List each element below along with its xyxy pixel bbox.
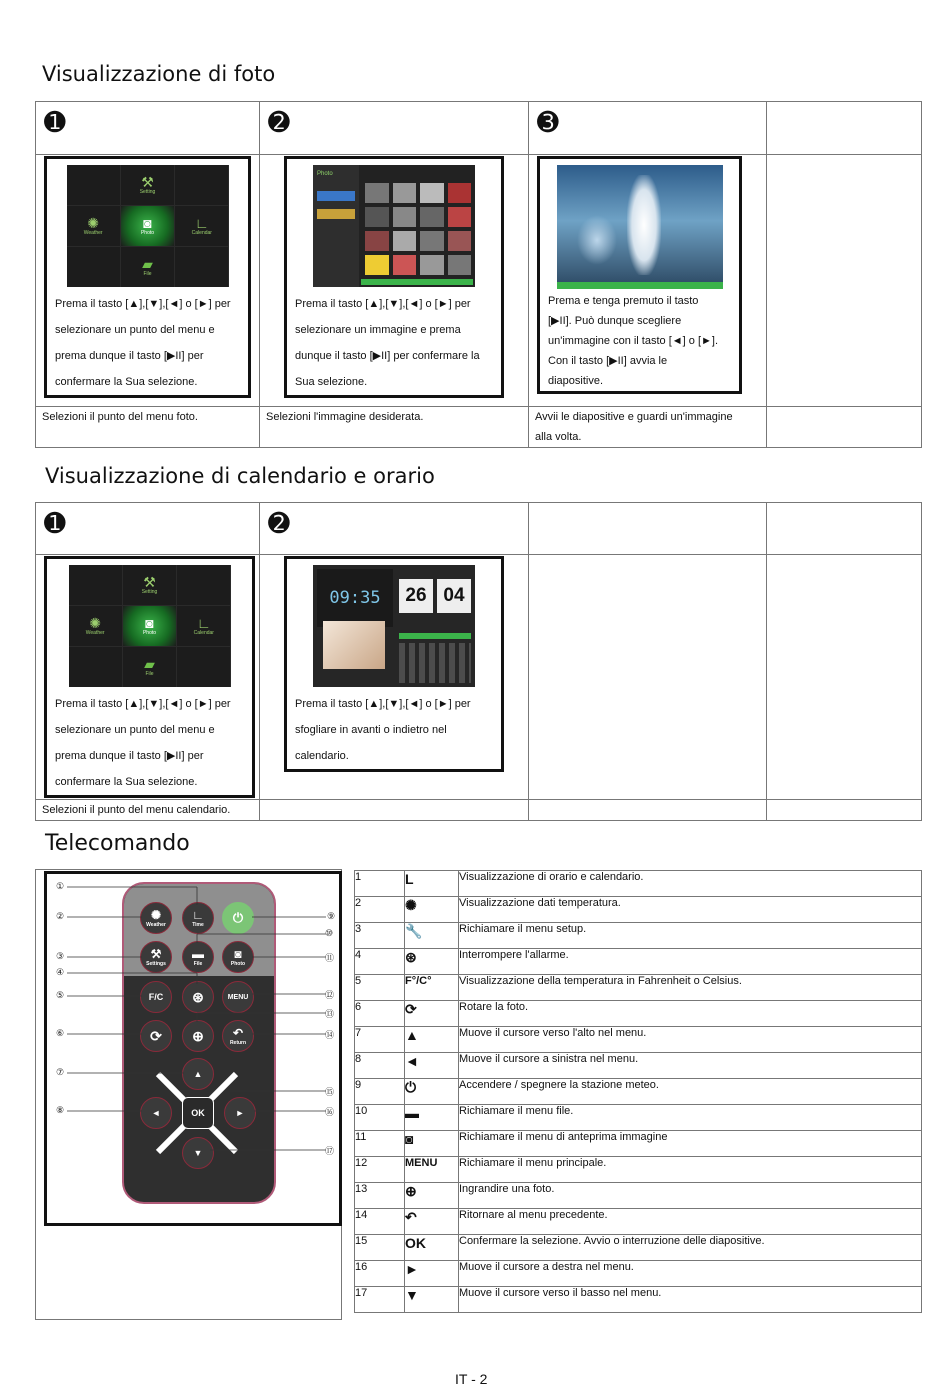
step-caption: Selezioni il punto del menu calendario. (42, 804, 231, 816)
callout-1: ① (56, 881, 65, 891)
instruction-line: prema dunque il tasto [▶II] per (55, 750, 204, 762)
legend-symbol-icon: F°/C° (405, 975, 459, 1001)
callout-16: ⑯ (325, 1107, 335, 1117)
legend-description: Rotare la foto. (459, 1001, 922, 1027)
callout-10: ⑩ (325, 928, 334, 938)
callout-11: ⑪ (325, 953, 335, 963)
clock-icon: ∟ (196, 615, 211, 631)
callout-9: ⑨ (327, 911, 336, 921)
legend-description: Accendere / spegnere la stazione meteo. (459, 1079, 922, 1105)
legend-row (355, 1079, 922, 1105)
legend-description: Richiamare il menu file. (459, 1105, 922, 1131)
legend-number: 16 (355, 1261, 405, 1287)
callout-6: ⑥ (56, 1028, 65, 1038)
legend-row (355, 1287, 922, 1313)
legend-row (355, 1053, 922, 1079)
instruction-line: sfogliare in avanti o indietro nel (295, 724, 447, 736)
calendar-month: 04 (437, 579, 471, 613)
section-title-photo: Visualizzazione di foto (42, 62, 276, 86)
menu-screen-image: ⚒ Setting ✺ Weather ◙ Photo ∟ Calendar ▰ File (69, 565, 231, 687)
legend-number: 12 (355, 1157, 405, 1183)
camera-icon: ◙ (143, 215, 152, 231)
zoom-icon: ⊕ (192, 1027, 204, 1044)
callout-13: ⑬ (325, 1009, 335, 1019)
legend-number: 1 (355, 871, 405, 897)
legend-symbol-icon: OK (405, 1235, 459, 1261)
legend-row (355, 923, 922, 949)
legend-description: Muove il cursore verso l'alto nel menu. (459, 1027, 922, 1053)
legend-symbol-icon: ⏻ (405, 1079, 459, 1105)
callout-2: ② (56, 911, 65, 921)
arrow-right-icon: ► (235, 1108, 245, 1118)
legend-number: 10 (355, 1105, 405, 1131)
folder-icon: ▬ (192, 947, 204, 961)
legend-row (355, 975, 922, 1001)
instruction-line: un'immagine con il tasto [◄] o [►]. (548, 335, 719, 347)
instruction-line: selezionare un punto del menu e (55, 324, 215, 336)
ok-button[interactable]: OK (182, 1097, 214, 1129)
legend-symbol-icon: L (405, 871, 459, 897)
legend-symbol-icon: ▬ (405, 1105, 459, 1131)
clock-icon: ∟ (194, 215, 209, 231)
legend-description: Visualizzazione dati temperatura. (459, 897, 922, 923)
legend-description: Interrompere l'allarme. (459, 949, 922, 975)
legend-description: Richiamare il menu principale. (459, 1157, 922, 1183)
legend-symbol-icon: ✺ (405, 897, 459, 923)
arrow-down-icon: ▼ (193, 1148, 203, 1158)
alarm-icon: ⊛ (192, 988, 204, 1005)
step-caption: Selezioni il punto del menu foto. (42, 411, 198, 423)
legend-description: Richiamare il menu di anteprima immagine (459, 1131, 922, 1157)
file-button[interactable]: ▬ File (182, 941, 214, 973)
callout-7: ⑦ (56, 1067, 65, 1077)
section-title-calendar: Visualizzazione di calendario e orario (45, 464, 435, 488)
photo-browser-header: Photo (317, 171, 333, 177)
instruction-line: [▶II]. Può dunque scegliere (548, 315, 682, 327)
settings-icon: ⚒ (141, 174, 154, 190)
step-caption: Selezioni l'immagine desiderata. (266, 411, 424, 423)
step-caption: alla volta. (535, 431, 582, 443)
legend-number: 4 (355, 949, 405, 975)
clock-icon: ∟ (192, 908, 204, 922)
settings-icon: ⚒ (150, 947, 162, 961)
instruction-line: diapositive. (548, 375, 604, 387)
instruction-line: prema dunque il tasto [▶II] per (55, 350, 204, 362)
legend-description: Muove il cursore verso il basso nel menu. (459, 1287, 922, 1313)
power-icon: ⏻ (232, 910, 244, 925)
callout-3: ③ (56, 951, 65, 961)
instruction-line: confermare la Sua selezione. (55, 376, 198, 388)
return-icon: ↶ (232, 1026, 244, 1040)
instruction-line: Prema il tasto [▲],[▼],[◄] o [►] per (295, 298, 471, 310)
legend-number: 13 (355, 1183, 405, 1209)
arrow-up-icon: ▲ (193, 1069, 203, 1079)
legend-row (355, 871, 922, 897)
callout-5: ⑤ (56, 990, 65, 1000)
return-button[interactable]: ↶ Return (222, 1020, 254, 1052)
legend-description: Visualizzazione di orario e calendario. (459, 871, 922, 897)
instruction-line: Prema il tasto [▲],[▼],[◄] o [►] per (55, 698, 231, 710)
settings-icon: ⚒ (143, 574, 156, 590)
legend-row (355, 1027, 922, 1053)
legend-description: Ingrandire una foto. (459, 1183, 922, 1209)
legend-row (355, 1261, 922, 1287)
legend-row (355, 897, 922, 923)
remote-legend-table (354, 870, 922, 1313)
time-button[interactable]: ∟ Time (182, 902, 214, 934)
legend-symbol-icon: ▼ (405, 1287, 459, 1313)
menu-button[interactable]: MENU (222, 981, 254, 1013)
settings-button[interactable]: ⚒ Settings (140, 941, 172, 973)
camera-icon: ◙ (145, 615, 154, 631)
camera-icon: ◙ (234, 947, 242, 961)
instruction-line: selezionare un immagine e prema (295, 324, 461, 336)
legend-symbol-icon: ▲ (405, 1027, 459, 1053)
instruction-line: Prema e tenga premuto il tasto (548, 295, 699, 307)
menu-screen-image: ⚒ Setting ✺ Weather ◙ Photo ∟ Calendar ▰ File (67, 165, 229, 287)
legend-number: 3 (355, 923, 405, 949)
step-number: ➊ (44, 108, 66, 138)
legend-description: Muove il cursore a sinistra nel menu. (459, 1053, 922, 1079)
section-title-remote: Telecomando (45, 831, 190, 856)
legend-symbol-icon: ⟳ (405, 1001, 459, 1027)
legend-symbol-icon: ⊕ (405, 1183, 459, 1209)
legend-number: 11 (355, 1131, 405, 1157)
legend-row (355, 949, 922, 975)
legend-row (355, 1183, 922, 1209)
folder-icon: ▰ (142, 256, 153, 272)
instruction-line: Con il tasto [▶II] avvia le (548, 355, 668, 367)
legend-row (355, 1235, 922, 1261)
callout-15: ⑮ (325, 1087, 335, 1097)
legend-symbol-icon: ► (405, 1261, 459, 1287)
instruction-line: Prema il tasto [▲],[▼],[◄] o [►] per (295, 698, 471, 710)
legend-number: 8 (355, 1053, 405, 1079)
weather-button[interactable]: ✺ Weather (140, 902, 172, 934)
instruction-line: dunque il tasto [▶II] per confermare la (295, 350, 480, 362)
legend-symbol-icon: MENU (405, 1157, 459, 1183)
step-caption: Avvii le diapositive e guardi un'immagine (535, 411, 733, 423)
callout-8: ⑧ (56, 1105, 65, 1115)
legend-row (355, 1105, 922, 1131)
callout-12: ⑫ (325, 990, 335, 1000)
instruction-line: selezionare un punto del menu e (55, 724, 215, 736)
legend-symbol-icon: 🔧 (405, 923, 459, 949)
callout-4: ④ (56, 967, 65, 977)
legend-symbol-icon: ⊛ (405, 949, 459, 975)
folder-icon: ▰ (144, 656, 155, 672)
step-number: ➌ (537, 108, 559, 138)
callout-17: ⑰ (325, 1146, 335, 1156)
legend-number: 17 (355, 1287, 405, 1313)
legend-number: 2 (355, 897, 405, 923)
step-number: ➋ (268, 509, 290, 539)
legend-row (355, 1131, 922, 1157)
instruction-line: calendario. (295, 750, 349, 762)
legend-description: Muove il cursore a destra nel menu. (459, 1261, 922, 1287)
weather-icon: ✺ (150, 908, 162, 922)
photo-button[interactable]: ◙ Photo (222, 941, 254, 973)
instruction-line: confermare la Sua selezione. (55, 776, 198, 788)
weather-icon: ✺ (87, 215, 100, 231)
legend-description: Visualizzazione della temperatura in Fahrenheit o Celsius. (459, 975, 922, 1001)
legend-number: 15 (355, 1235, 405, 1261)
legend-description: Richiamare il menu setup. (459, 923, 922, 949)
legend-row (355, 1157, 922, 1183)
legend-symbol-icon: ◄ (405, 1053, 459, 1079)
legend-description: Ritornare al menu precedente. (459, 1209, 922, 1235)
legend-description: Confermare la selezione. Avvio o interruzione delle diapositive. (459, 1235, 922, 1261)
weather-icon: ✺ (89, 615, 102, 631)
clock-time: 09:35 (317, 569, 393, 627)
legend-number: 6 (355, 1001, 405, 1027)
instruction-line: Prema il tasto [▲],[▼],[◄] o [►] per (55, 298, 231, 310)
calendar-day: 26 (399, 579, 433, 613)
arrow-left-icon: ◄ (151, 1108, 161, 1118)
legend-number: 5 (355, 975, 405, 1001)
legend-symbol-icon: ◙ (405, 1131, 459, 1157)
step-number: ➋ (268, 108, 290, 138)
fc-button[interactable]: F/C (140, 981, 172, 1013)
rotate-icon: ⟳ (150, 1027, 162, 1044)
callout-14: ⑭ (325, 1030, 335, 1040)
legend-row (355, 1209, 922, 1235)
legend-number: 7 (355, 1027, 405, 1053)
instruction-line: Sua selezione. (295, 376, 368, 388)
legend-row (355, 1001, 922, 1027)
legend-symbol-icon: ↶ (405, 1209, 459, 1235)
legend-number: 9 (355, 1079, 405, 1105)
legend-number: 14 (355, 1209, 405, 1235)
step-number: ➊ (44, 509, 66, 539)
page-number: IT - 2 (455, 1371, 488, 1387)
